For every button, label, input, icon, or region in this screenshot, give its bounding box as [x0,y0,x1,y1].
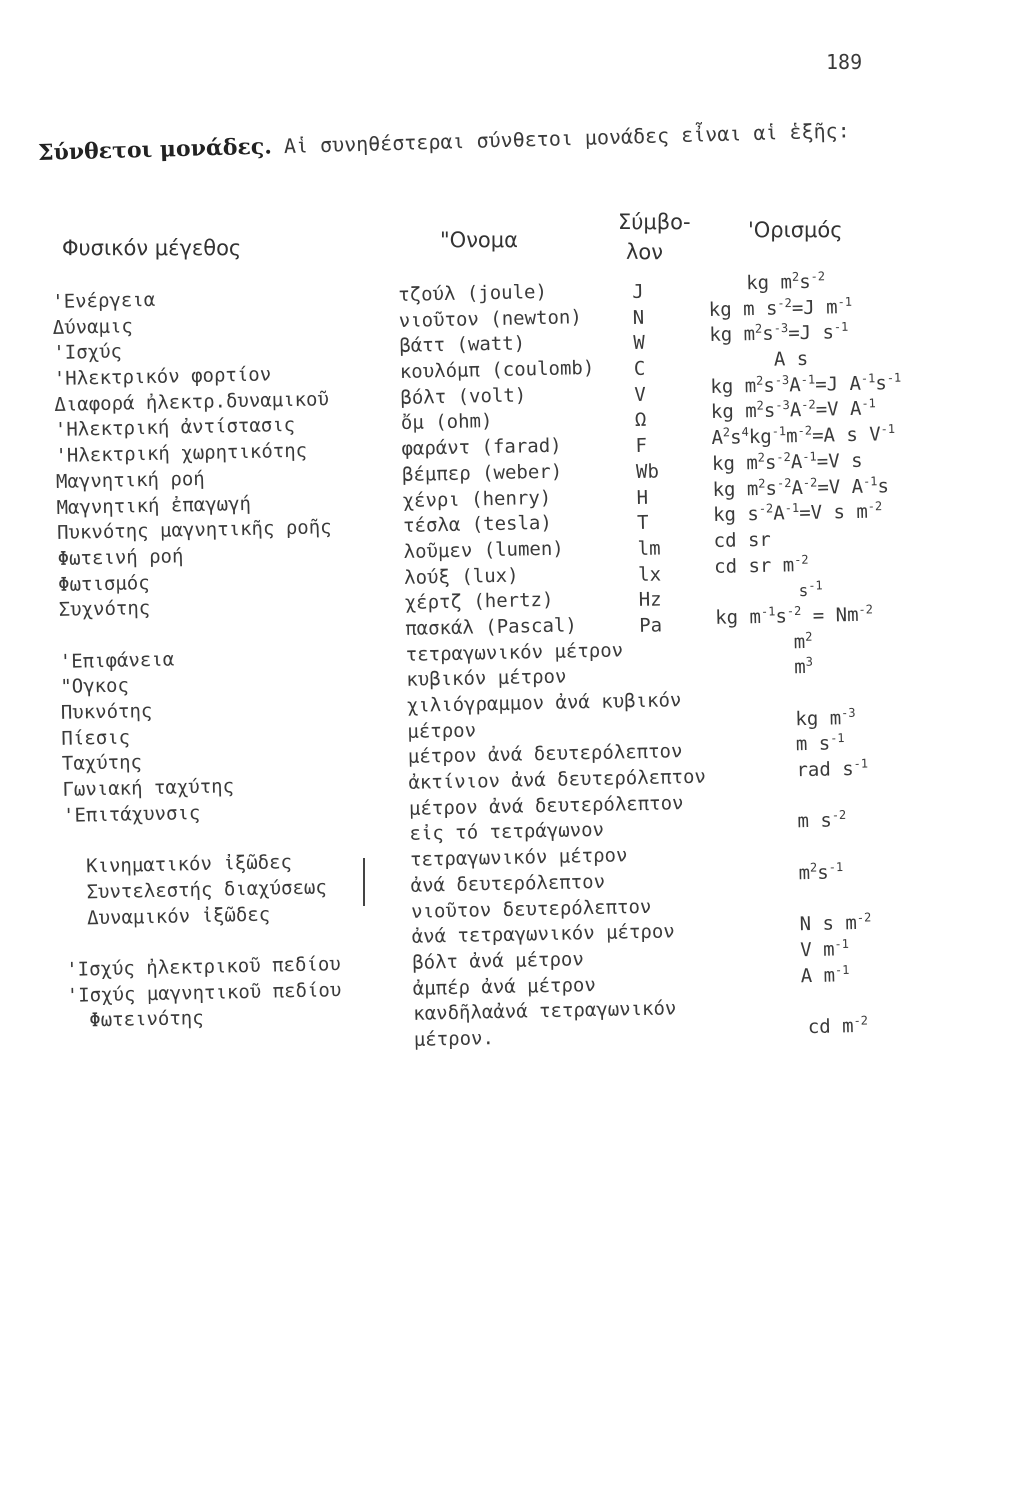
quantity-item: Φωτεινότης [89,1007,204,1032]
unit-symbol: J [632,280,644,303]
unit-definition: kg $m^{-3}$ [795,705,856,730]
column-header-symbol-2: λον [626,240,664,264]
unit-name: τετραγωνικόν μέτρον [409,844,628,871]
quantity-item: 'Ισχύς μαγνητικοῦ πεδίου [66,978,342,1007]
quantity-item: Πίεσις [61,726,131,750]
unit-symbol: lm [637,537,661,560]
unit-definition: A s [773,347,809,371]
unit-name: λοῦμεν (lumen) [403,537,564,563]
unit-name: κουλόμπ (coulomb) [399,356,595,384]
quantity-item: 'Ισχύς ἠλεκτρικοῦ πεδίου [66,952,341,981]
unit-name: ὄμ (ohm) [400,410,493,435]
unit-definition: $m^2$ [793,629,813,653]
unit-symbol: Ω [634,409,647,432]
unit-symbol: T [636,511,649,535]
unit-symbol: N [632,306,645,329]
quantity-item: 'Ηλεκτρική χωρητικότης [55,439,308,468]
unit-definition: $A^2s^4kg^{-1}m^{-2}=A$ s $V^{-1}$ [711,421,896,450]
quantity-item: Μαγνητική ἐπαγωγή [56,492,252,519]
column-header-quantity: Φυσικόν μέγεθος [62,236,242,260]
unit-name: βόλτ (volt) [400,384,527,409]
unit-name: ἀκτίνιον ἀνά δευτερόλεπτον [408,765,707,794]
unit-name: μέτρον [407,719,477,743]
quantity-item: 'Ηλεκτρική ἀντίστασις [54,414,296,442]
unit-definition: cd sr $m^{-2}$ [713,552,809,578]
heading-bold: Σύνθετοι μονάδες. [37,133,273,166]
unit-definition: kg $s^{-2}A^{-1}=V$ s $m^{-2}$ [712,499,883,527]
unit-definition: kg $m^2s^{-3}A^{-2}=V$ $A^{-1}$ [710,396,876,424]
quantity-item: Μαγνητική ροή [55,467,205,493]
unit-definition: rad $s^{-1}$ [796,756,869,782]
unit-name: βάττ (watt) [399,332,526,358]
unit-definition: kg $m^2s^{-2}A^{-2}=V$ $A^{-1}s$ [712,473,890,501]
quantity-item: 'Επιφάνεια [59,648,175,673]
unit-definition: kg $m^2s^{-2}$ [746,269,826,295]
unit-definition: kg $m^{-1}s^{-2} = Nm^{-2}$ [715,602,874,629]
unit-definition: A $m^{-1}$ [800,962,850,987]
unit-name: ἀνά τετραγωνικόν μέτρον [411,920,675,949]
unit-definition: $m^2s^{-1}$ [798,859,844,885]
unit-name: τζούλ (joule) [398,280,548,306]
unit-symbol: W [633,332,646,355]
section-heading [38,117,850,166]
unit-name: κανδῆλαἀνά τετραγωνικόν [413,997,677,1026]
quantity-item: Κινηματικόν ἰξῶδες [85,851,293,878]
unit-name: χιλιόγραμμον ἀνά κυβικόν [406,689,682,717]
unit-name: μέτρον. [413,1027,495,1051]
quantity-item: 'Ηλεκτρικόν φορτίον [53,363,272,391]
unit-definition: cd $m^{-2}$ [807,1013,869,1039]
unit-symbol: Wb [635,460,660,483]
quantity-item: Διαφορά ἠλεκτρ.δυναμικοῦ [54,387,330,416]
unit-name: ἀνά δευτερόλεπτον [410,870,606,897]
unit-name: χέρτζ (hertz) [404,589,554,615]
unit-definition: V $m^{-1}$ [799,936,850,962]
unit-name: μέτρον ἀνά δευτερόλεπτον [407,740,683,769]
unit-name: νιοῦτον (newton) [398,305,583,332]
unit-name: εἰς τό τετράγωνον [409,819,605,846]
unit-name: φαράντ (farad) [401,434,562,461]
quantity-item: "Ογκος [60,674,130,699]
column-header-symbol-1: Σύμβο- [618,210,691,234]
unit-symbol: C [633,357,646,381]
unit-symbol: lx [637,563,662,586]
quantity-item: Ταχύτης [61,751,143,776]
unit-definition: kg $m^2s^{-3}=J$ $s^{-1}$ [709,320,849,347]
quantity-item: 'Ισχύς [53,340,123,365]
unit-name: λούξ (lux) [403,564,519,589]
unit-name: νιοῦτον δευτερόλεπτον [410,895,652,923]
unit-name: κυβικόν μέτρον [406,665,567,692]
unit-definition: m $s^{-1}$ [795,731,845,756]
names-column [398,277,711,1054]
unit-symbol: Hz [638,588,662,612]
page-number: 189 [826,50,863,74]
unit-symbol: Pa [639,614,663,637]
quantity-item: Πυκνότης [60,699,153,724]
quantity-item: Φωτισμός [57,571,150,596]
unit-definition: $s^{-1}$ [798,578,823,601]
quantity-item: Δυναμικόν ἰξῶδες [86,903,271,929]
unit-name: ἀμπέρ ἀνά μέτρον [412,973,596,1000]
unit-symbol: F [635,434,648,458]
unit-name: βέμπερ (weber) [401,460,563,486]
column-header-definition: 'Ορισμός [748,218,843,242]
unit-name: μέτρον ἀνά δευτερόλεπτον [408,791,684,820]
column-header-name: "Ονομα [440,228,518,252]
quantity-item: 'Επιτάχυνσις [62,801,201,827]
quantity-item: 'Ενέργεια [52,288,156,313]
unit-definition: kg m $s^{-2}=J$ $m^{-1}$ [708,294,853,321]
unit-symbol: H [636,486,649,509]
unit-name: τέσλα (tesla) [402,512,553,538]
definitions-column [708,268,915,1042]
heading-text: Αἱ συνηθέστεραι σύνθετοι μονάδες εἶναι αἱ ἑξῆς: [283,118,851,159]
unit-name: βόλτ ἀνά μέτρον [412,948,585,974]
unit-name: τετραγωνικόν μέτρον [405,638,624,666]
brace-bracket [355,858,365,906]
quantity-item: Δύναμις [52,315,134,339]
quantity-item: Πυκνότης μαγνητικῆς ροῆς [56,516,332,545]
unit-definition: m $s^{-2}$ [797,808,847,833]
unit-definition: kg $m^2s^{-2}A^{-1}=V$ s [711,449,863,475]
unit-definition: cd sr [713,528,772,552]
unit-name: πασκάλ (Pascal) [405,614,578,640]
unit-name: χένρι (henry) [402,486,552,512]
quantity-item: Συχνότης [58,597,151,622]
quantity-item: Συντελεστής διαχύσεως [86,876,328,904]
quantity-item: Γωνιακή ταχύτης [62,775,235,801]
quantities-column [52,284,342,1035]
quantity-item: Φωτεινή ροή [57,545,184,570]
unit-definition: N s $m^{-2}$ [799,910,872,936]
unit-definition: $m^3$ [794,654,814,679]
unit-symbol: V [634,383,647,406]
unit-definition: kg $m^2s^{-3}A^{-1}=J$ $A^{-1}s^{-1}$ [710,370,902,398]
